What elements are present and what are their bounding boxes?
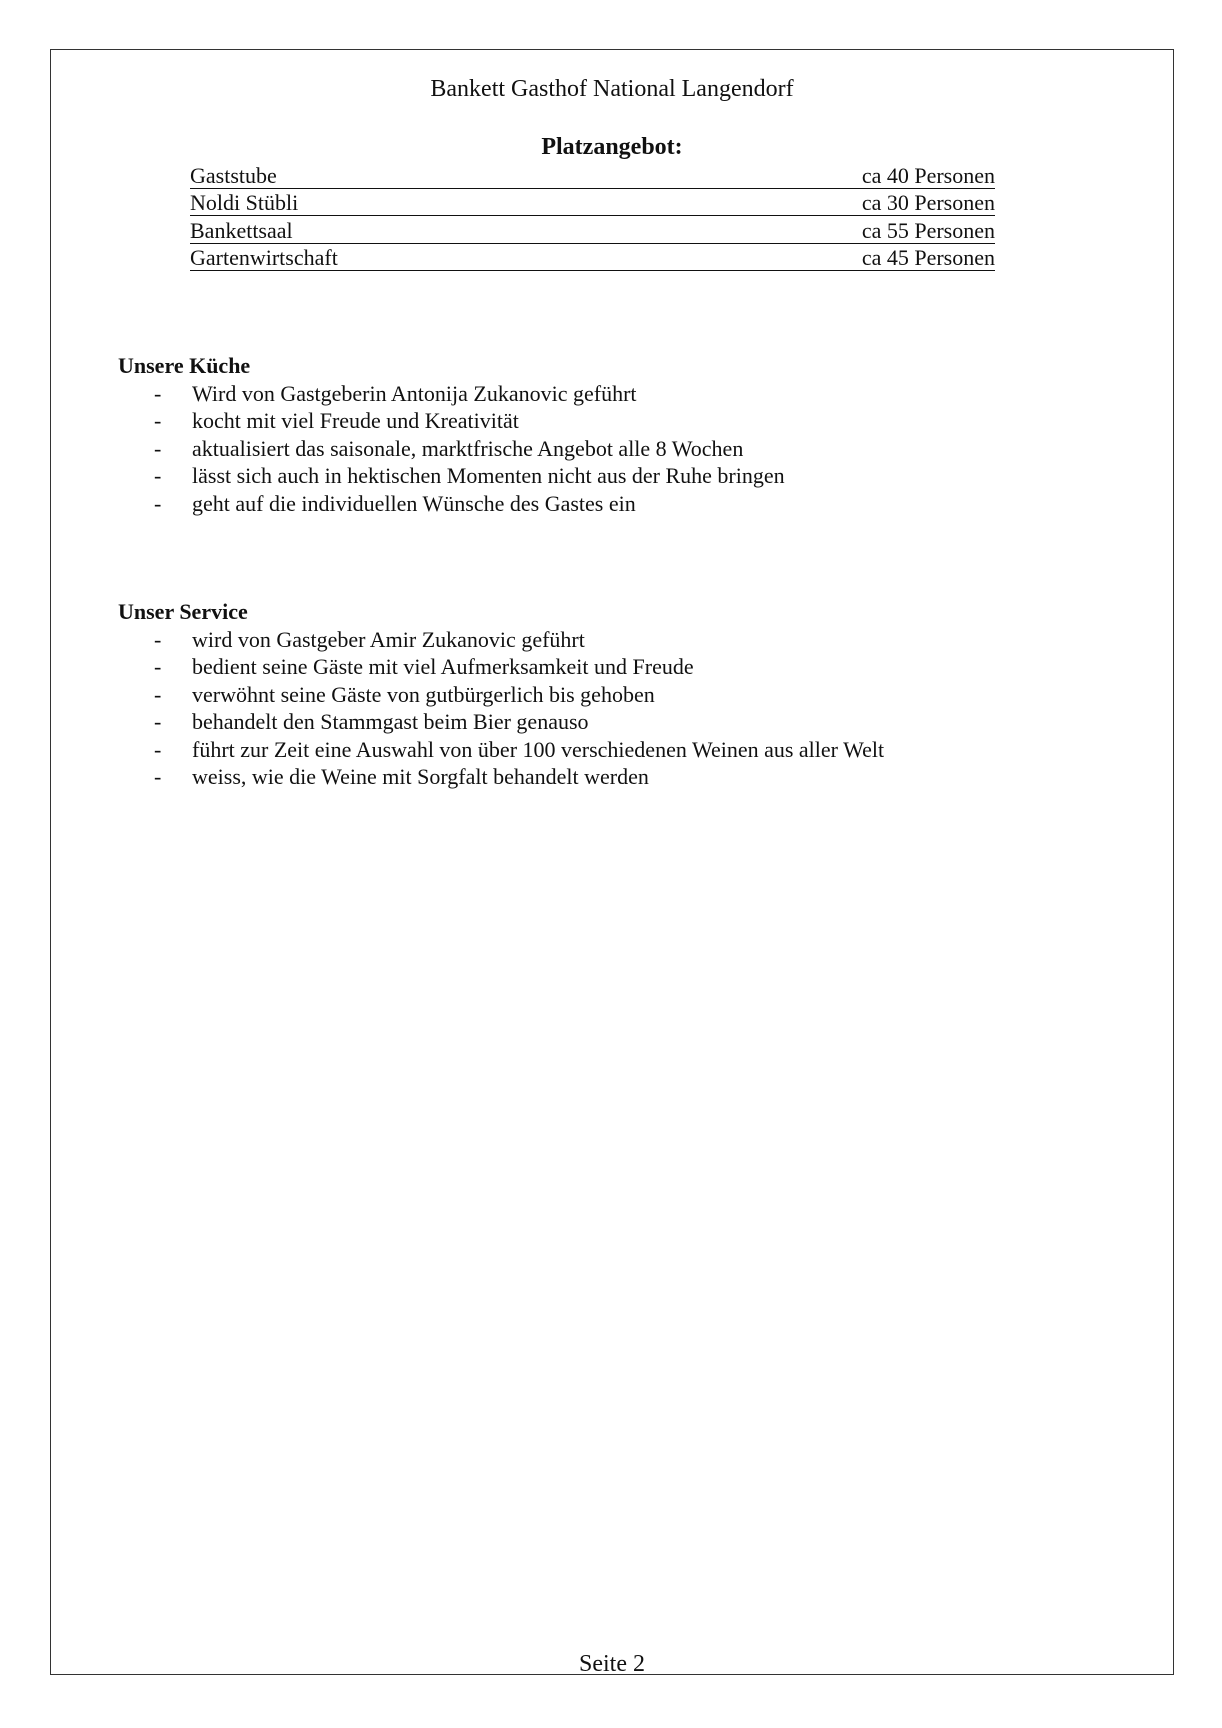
list-item: [118, 462, 1118, 490]
list-item-text: führt zur Zeit eine Auswahl von über 100 verschiedenen Weinen aus aller Welt: [192, 736, 885, 762]
list-item-text: aktualisiert das saisonale, marktfrische Angebot alle 8 Wochen: [192, 435, 744, 461]
service-title: Unser Service: [118, 599, 248, 624]
seating-row: [190, 216, 995, 244]
bullet-dash: -: [154, 654, 162, 679]
bullet-dash: -: [154, 380, 162, 406]
bullet-dash: -: [154, 408, 162, 433]
bullet-dash: -: [154, 709, 162, 734]
page-border: [50, 49, 1174, 1675]
list-item: [118, 407, 1118, 435]
list-item: [118, 626, 1118, 654]
room-name: Noldi Stübli: [190, 190, 299, 215]
bullet-dash: -: [154, 764, 162, 789]
document-title: Bankett Gasthof National Langendorf: [430, 76, 794, 102]
list-item-text: geht auf die individuellen Wünsche des Gastes ein: [192, 490, 636, 516]
bullet-dash: -: [154, 681, 162, 707]
list-item: [118, 681, 1118, 709]
list-item: [118, 490, 1118, 518]
page-number: Seite 2: [579, 1651, 645, 1677]
room-capacity: ca 45 Personen: [861, 245, 995, 270]
kitchen-title: Unsere Küche: [118, 353, 251, 378]
seating-row: [190, 161, 995, 189]
room-capacity: ca 55 Personen: [861, 217, 995, 243]
list-item-text: lässt sich auch in hektischen Momenten nicht aus der Ruhe bringen: [192, 463, 785, 488]
list-item-text: kocht mit viel Freude und Kreativität: [192, 408, 519, 433]
seating-row: [190, 189, 995, 217]
bullet-dash: -: [154, 435, 162, 461]
list-item: [118, 736, 1118, 764]
kitchen-list: [118, 380, 1118, 518]
room-capacity: ca 30 Personen: [861, 190, 995, 215]
room-name: Bankettsaal: [190, 217, 293, 243]
list-item: [118, 708, 1118, 736]
list-item-text: weiss, wie die Weine mit Sorgfalt behandelt werden: [192, 764, 649, 789]
list-item-text: bedient seine Gäste mit viel Aufmerksamkeit und Freude: [192, 654, 694, 679]
seating-heading: Platzangebot:: [541, 134, 683, 160]
list-item: [118, 763, 1118, 791]
seating-table: [190, 161, 995, 271]
kitchen-section: [118, 352, 1118, 517]
bullet-dash: -: [154, 626, 162, 652]
room-capacity: ca 40 Personen: [861, 162, 995, 188]
seating-row: [190, 244, 995, 272]
bullet-dash: -: [154, 490, 162, 516]
service-section: [118, 598, 1118, 791]
room-name: Gaststube: [190, 162, 277, 188]
bullet-dash: -: [154, 736, 162, 762]
list-item-text: wird von Gastgeber Amir Zukanovic geführt: [192, 626, 585, 652]
list-item: [118, 653, 1118, 681]
service-list: [118, 626, 1118, 791]
list-item-text: behandelt den Stammgast beim Bier genauso: [192, 709, 589, 734]
list-item: [118, 435, 1118, 463]
list-item: [118, 380, 1118, 408]
list-item-text: Wird von Gastgeberin Antonija Zukanovic geführt: [192, 380, 637, 406]
room-name: Gartenwirtschaft: [190, 245, 338, 270]
bullet-dash: -: [154, 463, 162, 488]
list-item-text: verwöhnt seine Gäste von gutbürgerlich bis gehoben: [192, 681, 655, 707]
